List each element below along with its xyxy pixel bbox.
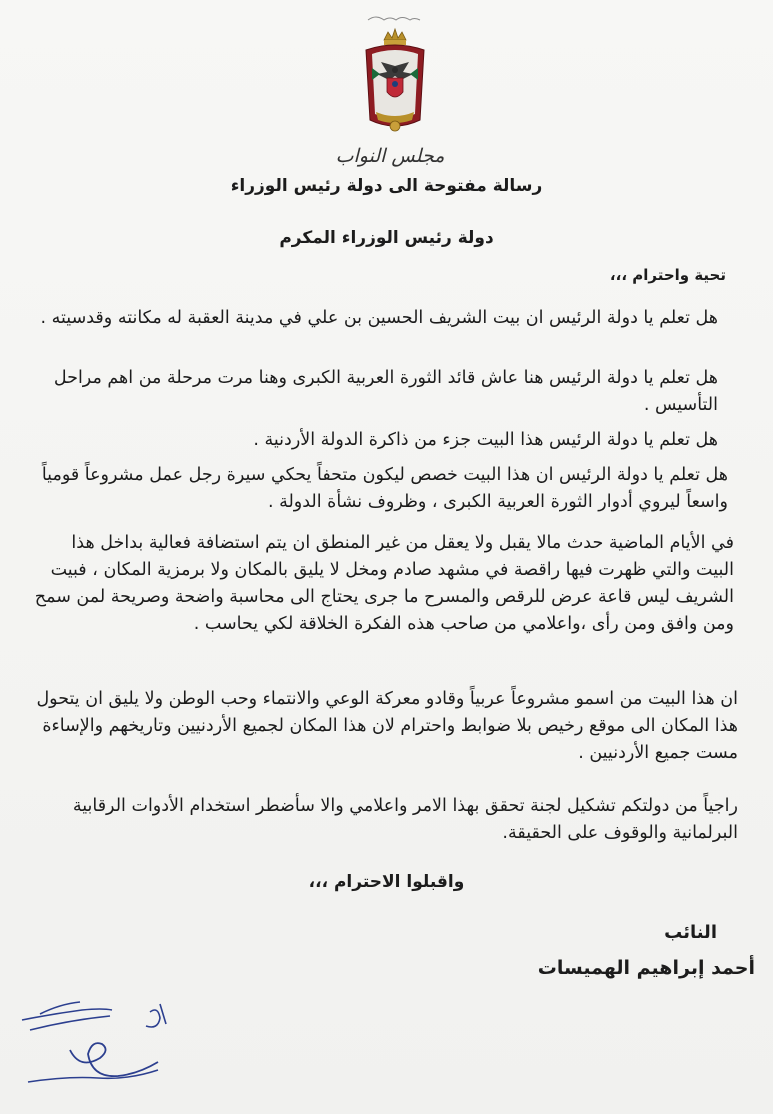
parliament-logotype [330, 138, 450, 172]
paragraph-2: هل تعلم يا دولة الرئيس هنا عاش قائد الثورة العربية الكبرى وهنا مرت مرحلة من اهم مراحل التأسيس . [53, 368, 718, 415]
hashemite-coat-of-arms-icon [358, 8, 432, 148]
svg-text:مجلس النواب: مجلس النواب [335, 145, 445, 167]
signatory-name: أحمد إبراهيم الهميسات [537, 957, 755, 979]
letter-title: رسالة مفتوحة الى دولة رئيس الوزراء [230, 176, 543, 196]
paragraph-7: راجياً من دولتكم تشكيل لجنة تحقق بهذا الامر واعلامي والا سأضطر استخدام الأدوات الرقابية البرلمانية والوقوف على الحقيقة. [72, 796, 738, 843]
greeting: تحية واحترام ،،، [609, 266, 726, 284]
paragraph-5: في الأيام الماضية حدث مالا يقبل ولا يعقل من غير المنطق ان يتم استضافة فعالية بداخل هذا البيت والتي ظهرت فيها راقصة في مشهد صادم ومخل لا يليق بالمكان ولا برمزية المكان ، فبيت الشريف ليس قاعة عرض للرقص والمسرح ما جرى يحتاج الى محاسبة واضحة وصريحة لمن سمح ومن وافق ومن رأى ،واعلامي من صاحب هذه الفكرة الخلاقة لكي يحاسب . [34, 533, 734, 634]
handwritten-signature [10, 990, 210, 1100]
closing-line: واقبلوا الاحترام ،،، [308, 872, 465, 892]
paragraph-3: هل تعلم يا دولة الرئيس هذا البيت جزء من ذاكرة الدولة الأردنية . [253, 430, 718, 450]
signatory-role: النائب [664, 922, 717, 943]
paragraph-1: هل تعلم يا دولة الرئيس ان بيت الشريف الحسين بن علي في مدينة العقبة له مكانته وقدسيته . [40, 308, 718, 328]
paragraph-4: هل تعلم يا دولة الرئيس ان هذا البيت خصص ليكون متحفاً يحكي سيرة رجل عمل مشروعاً قومياً واسعاً ليروي أدوار الثورة العربية الكبرى ، وظروف نشأة الدولة . [41, 465, 728, 512]
addressee-line: دولة رئيس الوزراء المكرم [279, 228, 494, 248]
paragraph-6: ان هذا البيت من اسمو مشروعاً عربياً وقادو معركة الوعي والانتماء وحب الوطن ولا يليق ان يتحول هذا المكان الى موقع رخيص بلا ضوابط واحترام لان هذا المكان لجميع الأردنيين وتاريخهم والإساءة مست جميع الأردنيين . [36, 689, 738, 763]
